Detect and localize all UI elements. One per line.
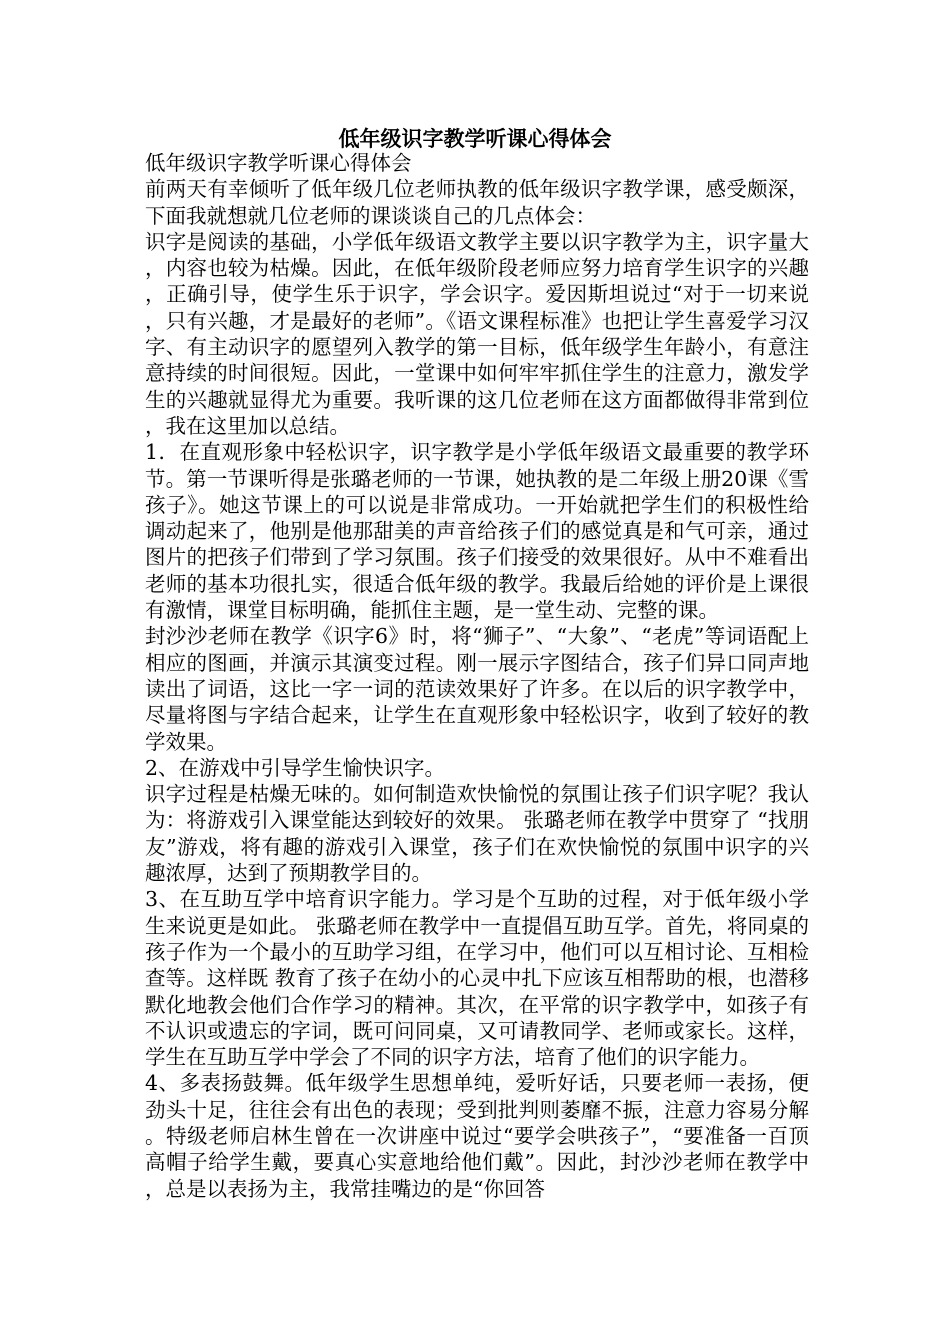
paragraph-feng-example: 封沙沙老师在教学《识字6》时，将“狮子”、“大象”、“老虎”等词语配上相应的图画，并演示其演变过程。刚一展示字图结合，孩子们异口同声地读出了词语，这比一字一词的范读效果好了许多。在以后的识字教学中，尽量将图与字结合起来，让学生在直观形象中轻松识字，收到了较好的教学效果。 [145, 624, 809, 754]
paragraph-intro: 前两天有幸倾听了低年级几位老师执教的低年级识字教学课，感受颇深，下面我就想就几位老师的课谈谈自己的几点体会： [145, 177, 809, 228]
paragraph-point-4: 4、多表扬鼓舞。低年级学生思想单纯，爱听好话，只要老师一表扬，便劲头十足，往往会有出色的表现；受到批判则萎靡不振，注意力容易分解。特级老师启林生曾在一次讲座中说过“要学会哄孩子”，“要准备一百顶高帽子给学生戴，要真心实意地给他们戴”。因此，封沙沙老师在教学中，总是以表扬为主，我常挂嘴边的是“你回答 [145, 1071, 809, 1201]
document-body [145, 150, 809, 1202]
document-title: 低年级识字教学听课心得体会 [338, 126, 612, 151]
paragraph-point-2-heading: 2、在游戏中引导学生愉快识字。 [145, 755, 446, 780]
paragraph-point-1: 1．在直观形象中轻松识字，识字教学是小学低年级语文最重要的教学环节。第一节课听得是张璐老师的一节课，她执教的是二年级上册20课《雪孩子》。她这节课上的可以说是非常成功。一开始就把学生们的积极性给调动起来了，他别是他那甜美的声音给孩子们的感觉真是和气可亲，通过图片的把孩子们带到了学习氛围。孩子们接受的效果很好。从中不难看出老师的基本功很扎实，很适合低年级的教学。我最后给她的评价是上课很有激情，课堂目标明确，能抓住主题，是一堂生动、完整的课。 [145, 440, 809, 623]
paragraph-point-3: 3、在互助互学中培育识字能力。学习是个互助的过程，对于低年级小学生来说更是如此。 张璐老师在教学中一直提倡互助互学。首先，将同桌的孩子作为一个最小的互助学习组，在学习中，他们可以互相讨论、互相检查等。这样既 教育了孩子在幼小的心灵中扎下应该互相帮助的根，也潜移默化地教会他们合作学习的精神。其次，在平常的识字教学中，如孩子有不认识或遗忘的字词，既可问同桌，又可请教同学、老师或家长。这样，学生在互助互学中学会了不同的识字方法，培育了他们的识字能力。 [145, 887, 809, 1070]
paragraph-subtitle: 低年级识字教学听课心得体会 [145, 151, 412, 175]
paragraph-literacy-foundation: 识字是阅读的基础，小学低年级语文教学主要以识字教学为主，识字量大，内容也较为枯燥。因此，在低年级阶段老师应努力培育学生识字的兴趣，正确引导，使学生乐于识字，学会识字。爱因斯坦说过“对于一切来说，只有兴趣，才是最好的老师”。《语文课程标准》也把让学生喜爱学习汉字、有主动识字的愿望列入教学的第一目标，低年级学生年龄小，有意注意持续的时间很短。因此，一堂课中如何牢牢抓住学生的注意力，激发学生的兴趣就显得尤为重要。我听课的这几位老师在这方面都做得非常到位，我在这里加以总结。 [145, 229, 809, 438]
paragraph-game-learning: 识字过程是枯燥无味的。如何制造欢快愉悦的氛围让孩子们识字呢？我认为：将游戏引入课堂能达到较好的效果。 张璐老师在教学中贯穿了 “找朋友”游戏，将有趣的游戏引入课堂，孩子们在欢快愉悦的氛围中识字的兴趣浓厚，达到了预期教学目的。 [145, 782, 809, 886]
